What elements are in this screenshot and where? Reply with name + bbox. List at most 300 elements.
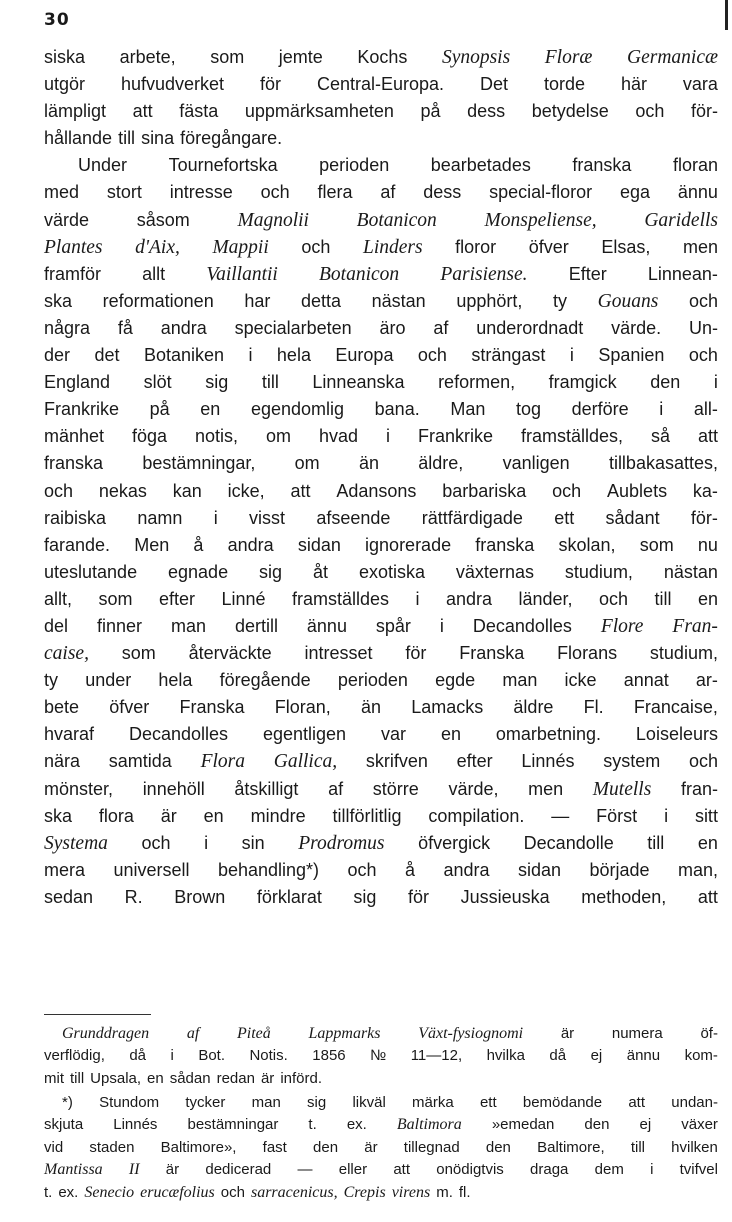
word: man (502, 670, 538, 691)
italic-word: Floræ (544, 47, 593, 68)
text-line (44, 803, 718, 830)
word: andra (445, 588, 492, 609)
word: sig (353, 886, 377, 907)
word: visst (249, 507, 286, 528)
word: under (85, 670, 132, 691)
word: reformationen (102, 290, 214, 311)
word: ej (639, 1116, 652, 1134)
word: och (44, 480, 74, 501)
word: torde (543, 74, 585, 95)
word: men (682, 236, 718, 257)
italic-word: Piteå (237, 1025, 271, 1042)
text-line (44, 1137, 718, 1159)
italic-word: Grunddragen (62, 1025, 150, 1042)
word: föga (132, 426, 168, 447)
word: flora (98, 805, 134, 826)
word: å (193, 534, 204, 555)
word: icke (564, 670, 597, 691)
word: värde, (448, 778, 499, 799)
word: Elsas, (601, 236, 651, 257)
italic-word: d'Aix, (135, 236, 180, 258)
word: att (697, 426, 718, 447)
word: Efter (568, 263, 607, 284)
word: nästan (663, 561, 718, 582)
text-line (44, 1182, 718, 1204)
italic-word: Synopsis (441, 47, 511, 68)
word: är (560, 1025, 575, 1042)
text-line (44, 640, 718, 667)
word: eller (338, 1161, 368, 1179)
word: mera (44, 859, 86, 880)
word: m. (436, 1183, 453, 1201)
word: Det (480, 74, 509, 95)
word: Florans (557, 643, 618, 664)
text-line (44, 586, 718, 613)
word: innehöll (142, 778, 205, 799)
text-line (44, 1023, 718, 1045)
word: såsom (136, 209, 190, 230)
word: med (44, 182, 80, 203)
text-line (44, 1045, 718, 1067)
word: sådan (169, 1069, 211, 1087)
word: värde. (611, 317, 662, 338)
word: sidan (517, 859, 561, 880)
word: var (380, 724, 406, 745)
word: en (440, 724, 461, 745)
italic-word: Vaillantii (206, 263, 278, 285)
word: åt (312, 561, 328, 582)
word: dem (594, 1161, 624, 1179)
word: bemödande (522, 1094, 603, 1111)
word: 1856 (312, 1047, 346, 1065)
word: raibiska (44, 507, 107, 528)
word: Decandolles (472, 615, 572, 636)
text-line (44, 857, 718, 884)
word: framgick (548, 372, 617, 393)
word: ty (44, 670, 59, 691)
word: sedan (44, 886, 94, 907)
word: tillegnad (403, 1138, 460, 1156)
word: dedicerad (205, 1161, 272, 1179)
word: vanligen (502, 453, 570, 474)
italic-word: Lappmarks (308, 1025, 381, 1042)
word: i (664, 805, 669, 826)
word: och (688, 290, 718, 311)
word: öfver (528, 236, 569, 257)
text-line (44, 396, 718, 423)
italic-word: erucæfolius (140, 1183, 215, 1201)
word: man (170, 615, 206, 636)
italic-word: Baltimora (396, 1116, 462, 1134)
word: återväckte (188, 643, 272, 664)
word: till (118, 128, 136, 149)
word: — (297, 1161, 313, 1179)
main-text (44, 44, 718, 911)
word: att (393, 1161, 411, 1179)
word: Linneanska (312, 372, 405, 393)
word: t. (308, 1116, 317, 1134)
word: specialarbeten (234, 317, 352, 338)
word: Floran, (274, 697, 331, 718)
word: R. (124, 886, 143, 907)
italic-word: Monspeliense, (484, 209, 597, 231)
word: Central-Europa. (316, 74, 445, 95)
word: hvilken (671, 1138, 718, 1156)
word: tvifvel (679, 1161, 718, 1179)
italic-word: Plantes (44, 236, 103, 258)
word: Linnés (113, 1116, 158, 1134)
word: ett (554, 507, 575, 528)
word: Decandolles (128, 724, 229, 745)
word: och (417, 345, 447, 366)
word: att (697, 886, 718, 907)
word: hvaraf (44, 724, 95, 745)
word: ega (619, 182, 650, 203)
word: framför (44, 263, 102, 284)
word: flera (317, 182, 353, 203)
word: i (713, 372, 718, 393)
word: Frankrike (418, 426, 494, 447)
word: sig (259, 561, 283, 582)
italic-word: af (186, 1025, 200, 1042)
word: Jussieuska (460, 886, 550, 907)
word: och (141, 832, 171, 853)
word: efter (158, 588, 195, 609)
word: växternas (455, 561, 534, 582)
word: andra (227, 534, 274, 555)
text-line (44, 125, 718, 152)
word: studium, (649, 643, 718, 664)
word: andra (443, 859, 490, 880)
word: till (261, 372, 279, 393)
word: är (260, 1069, 275, 1087)
word: egde (435, 670, 476, 691)
word: man (251, 1094, 281, 1111)
word: Brown (174, 886, 226, 907)
text-line (44, 423, 718, 450)
word: märka (412, 1094, 454, 1111)
word: — (551, 805, 570, 826)
word: utgör (44, 74, 86, 95)
text-line (44, 1114, 718, 1136)
word: underordnadt (476, 317, 584, 338)
word: Upsala, (90, 1069, 142, 1087)
word: Loiseleurs (635, 724, 718, 745)
word: införd. (280, 1069, 323, 1087)
word: ty (553, 290, 568, 311)
word: den (313, 1138, 339, 1156)
word: en (697, 588, 718, 609)
word: tillförlitlig (332, 805, 402, 826)
italic-word: Prodromus (298, 832, 385, 854)
word: sig (307, 1094, 327, 1111)
word: äldre (513, 697, 554, 718)
word: en (200, 399, 221, 420)
word: Linnean- (647, 263, 718, 284)
italic-word: Garidells (644, 209, 718, 231)
word: verflödig, (44, 1047, 105, 1065)
word: värde (44, 209, 90, 230)
word: exotiska (358, 561, 425, 582)
word: länder, (518, 588, 573, 609)
text-line (44, 884, 718, 911)
text-line (44, 613, 718, 640)
word: strängast (471, 345, 546, 366)
word: man, (677, 859, 718, 880)
italic-word: virens (391, 1183, 431, 1201)
text-line (44, 830, 718, 857)
word: tog (515, 399, 541, 420)
word: få (117, 317, 133, 338)
italic-word: Senecio (84, 1183, 135, 1201)
word: i (439, 615, 444, 636)
word: att (132, 101, 153, 122)
text-line (44, 478, 718, 505)
word: Franska (179, 697, 245, 718)
text-line (44, 694, 718, 721)
word: Francaise, (633, 697, 718, 718)
word: framställdes (291, 588, 390, 609)
text-line (44, 98, 718, 125)
text-line (44, 532, 718, 559)
word: den (650, 372, 681, 393)
word: är (160, 805, 177, 826)
word: en (203, 805, 224, 826)
text-line (44, 288, 718, 315)
word: ett (479, 1094, 497, 1111)
word: sina (141, 128, 175, 149)
word: och (688, 345, 718, 366)
text-line (44, 342, 718, 369)
word: och (260, 182, 290, 203)
word: dess (467, 101, 506, 122)
word: och (635, 101, 665, 122)
word: skolan, (558, 534, 616, 555)
word: bete (44, 697, 80, 718)
word: är (364, 1138, 378, 1156)
word: och (301, 236, 331, 257)
italic-word: Crepis (343, 1183, 386, 1201)
text-line (44, 315, 718, 342)
italic-word: Mutells (592, 778, 652, 800)
word: bearbetades (430, 155, 531, 176)
word: tillbakasattes, (608, 453, 718, 474)
word: undan- (671, 1094, 718, 1111)
word: öfver (109, 697, 150, 718)
word: dess (423, 182, 462, 203)
word: ännu (626, 1047, 661, 1065)
text-line (44, 261, 718, 288)
word: i (650, 1161, 654, 1179)
word: det (94, 345, 120, 366)
word: nära (44, 751, 81, 772)
word: så (651, 426, 671, 447)
word: spår (375, 615, 411, 636)
word: den (584, 1116, 610, 1134)
word: och (347, 859, 377, 880)
word: större (372, 778, 419, 799)
word: hela (276, 345, 311, 366)
word: perioden (319, 155, 390, 176)
text-line (44, 1092, 718, 1114)
word: af (328, 778, 344, 799)
word: t. (44, 1183, 53, 1201)
word: för (405, 643, 427, 664)
word: kom- (684, 1047, 718, 1065)
word: andra (160, 317, 207, 338)
word: i (248, 345, 253, 366)
word: ex. (58, 1183, 79, 1201)
italic-word: Gallica, (273, 751, 338, 773)
word: № (370, 1047, 387, 1065)
word: Adansons (336, 480, 417, 501)
word: tycker (185, 1094, 226, 1111)
word: Botaniken (143, 345, 225, 366)
word: sig (205, 372, 229, 393)
word: föregångare. (180, 128, 283, 149)
word: har (244, 290, 271, 311)
word: Stundom (99, 1094, 160, 1111)
word: af (380, 182, 396, 203)
footnote-asterisk (44, 1092, 718, 1204)
italic-word: Systema (44, 832, 108, 854)
word: som (121, 643, 156, 664)
word: franska (572, 155, 632, 176)
text-line (44, 1159, 718, 1181)
text-line (44, 667, 718, 694)
word: ex. (346, 1116, 367, 1134)
word: behandling*) (217, 859, 320, 880)
word: draga (530, 1161, 569, 1179)
word: betydelse (531, 101, 609, 122)
word: barbariska (442, 480, 527, 501)
word: af (433, 317, 449, 338)
word: Under (78, 155, 128, 176)
italic-word: Växt-fysiognomi (418, 1025, 524, 1042)
word: samtida (108, 751, 172, 772)
word: redan (216, 1069, 255, 1087)
word: å (405, 859, 416, 880)
italic-word: Botanicon (356, 209, 437, 231)
word: åtskilligt (234, 778, 299, 799)
word: en (147, 1069, 164, 1087)
word: franska (44, 453, 104, 474)
word: och (220, 1183, 245, 1201)
text-line (44, 179, 718, 206)
text-line (44, 1068, 718, 1090)
italic-word: Flore (600, 615, 644, 637)
word: egnade (168, 561, 229, 582)
page-number: 30 (44, 10, 70, 30)
word: om (266, 426, 292, 447)
word: numera (611, 1025, 663, 1042)
word: Först (596, 805, 638, 826)
word: om (294, 453, 320, 474)
word: än (360, 697, 381, 718)
word: ännu (306, 615, 347, 636)
word: nästan (371, 290, 426, 311)
word: upphört, (456, 290, 523, 311)
word: system (603, 751, 661, 772)
word: bestämningar (187, 1116, 279, 1134)
word: den (485, 1138, 511, 1156)
word: allt (142, 263, 166, 284)
word: derföre (571, 399, 629, 420)
word: än (358, 453, 379, 474)
word: der (44, 345, 71, 366)
word: compilation. (428, 805, 525, 826)
text-line (44, 152, 718, 179)
word: onödigtvis (436, 1161, 504, 1179)
word: fast (262, 1138, 287, 1156)
word: till (70, 1069, 85, 1087)
word: mit (44, 1069, 64, 1087)
text-line (44, 450, 718, 477)
word: Europa (335, 345, 394, 366)
word: likväl (352, 1094, 386, 1111)
word: lämpligt (44, 101, 107, 122)
word: nekas (98, 480, 147, 501)
word: här (620, 74, 647, 95)
word: egendomlig (250, 399, 345, 420)
word: Man (450, 399, 486, 420)
word: Un- (688, 317, 718, 338)
italic-word: caise, (44, 643, 89, 665)
word: att (290, 480, 311, 501)
word: Kochs (357, 47, 408, 67)
word: Fl. (583, 697, 604, 718)
word: icke, (227, 480, 265, 501)
page-edge-mark (725, 0, 728, 30)
word: Tournefortska (168, 155, 278, 176)
word: och (552, 480, 582, 501)
word: i (386, 426, 391, 447)
word: notis, (195, 426, 239, 447)
word: intresset (304, 643, 373, 664)
word: Bot. (198, 1047, 225, 1065)
word: att (628, 1094, 646, 1111)
word: »emedan (491, 1116, 555, 1134)
word: Linnés (521, 751, 575, 772)
word: del (44, 615, 69, 636)
word: ska (44, 290, 73, 311)
word: på (149, 399, 170, 420)
footnote-separator (44, 1014, 151, 1015)
text-line (44, 748, 718, 775)
word: floran (672, 155, 718, 176)
word: vid (44, 1138, 64, 1156)
word: växer (681, 1116, 718, 1134)
italic-word: Germanicæ (627, 47, 718, 68)
word: Spanien (598, 345, 665, 366)
word: i (204, 832, 209, 853)
word: förklarat (256, 886, 322, 907)
word: Baltimore», (160, 1138, 237, 1156)
word: finner (96, 615, 143, 636)
word: i (659, 399, 664, 420)
word: perioden (337, 670, 408, 691)
word: och (688, 751, 718, 772)
text-line (44, 71, 718, 98)
word: till (630, 1138, 645, 1156)
word: började (589, 859, 650, 880)
word: studium, (564, 561, 633, 582)
word: ej (590, 1047, 603, 1065)
word: framställdes, (520, 426, 624, 447)
word: sidan (297, 534, 341, 555)
word: mönster, (44, 778, 114, 799)
text-line (44, 559, 718, 586)
